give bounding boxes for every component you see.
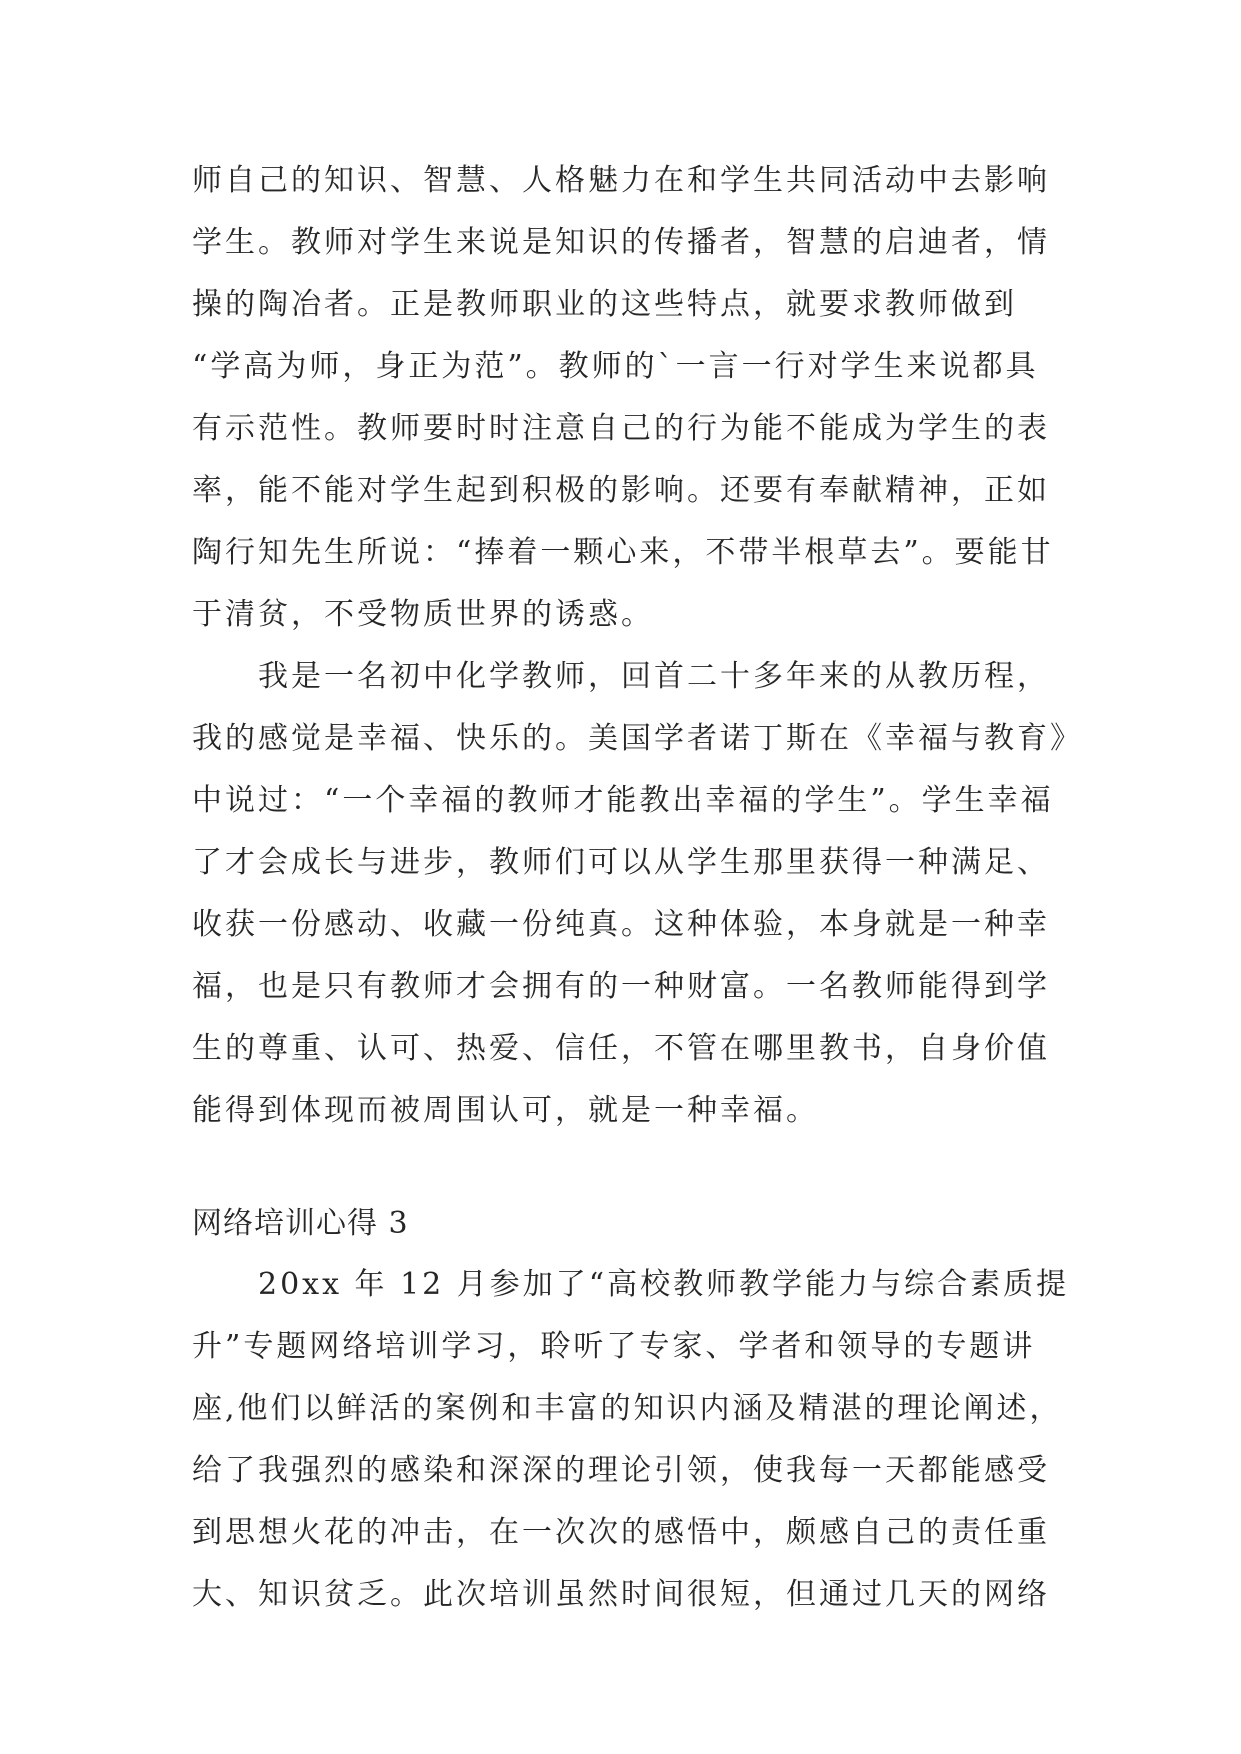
text-line: 收获一份感动、收藏一份纯真。这种体验，本身就是一种幸	[192, 907, 1050, 942]
document-body	[192, 150, 1083, 1626]
text-line: 学生。教师对学生来说是知识的传播者，智慧的启迪者，情	[192, 225, 1050, 260]
text-line: 了才会成长与进步，教师们可以从学生那里获得一种满足、	[192, 845, 1050, 880]
text-line: “学高为师，身正为范”。教师的`一言一行对学生来说都具	[192, 349, 1039, 384]
text-line: 升”专题网络培训学习，聆听了专家、学者和领导的专题讲	[192, 1329, 1036, 1364]
text-line: 生的尊重、认可、热爱、信任，不管在哪里教书，自身价值	[192, 1031, 1050, 1066]
text-line: 师自己的知识、智慧、人格魅力在和学生共同活动中去影响	[192, 163, 1050, 198]
paragraph-gap	[192, 1142, 1067, 1194]
text-line: 中说过：“一个幸福的教师才能教出幸福的学生”。学生幸福	[192, 783, 1054, 818]
text-line: 到思想火花的冲击，在一次次的感悟中，颇感自己的责任重	[192, 1515, 1050, 1550]
text-line: 大、知识贫乏。此次培训虽然时间很短，但通过几天的网络	[192, 1577, 1050, 1612]
text-line: 于清贫，不受物质世界的诱惑。	[192, 597, 654, 632]
text-line: 我的感觉是幸福、快乐的。美国学者诺丁斯在《幸福与教育》	[192, 721, 1083, 756]
text-line: 我是一名初中化学教师，回首二十多年来的从教历程，	[192, 659, 1050, 694]
text-line: 座,他们以鲜活的案例和丰富的知识内涵及精湛的理论阐述，	[192, 1391, 1063, 1426]
text-line: 福，也是只有教师才会拥有的一种财富。一名教师能得到学	[192, 969, 1050, 1004]
text-line: 有示范性。教师要时时注意自己的行为能不能成为学生的表	[192, 411, 1050, 446]
text-line: 能得到体现而被周围认可，就是一种幸福。	[192, 1093, 819, 1128]
text-line: 操的陶冶者。正是教师职业的这些特点，就要求教师做到	[192, 287, 1017, 322]
text-line: 率，能不能对学生起到积极的影响。还要有奉献精神，正如	[192, 473, 1050, 508]
text-line: 20xx 年 12 月参加了“高校教师教学能力与综合素质提	[192, 1267, 1070, 1302]
text-line: 给了我强烈的感染和深深的理论引领，使我每一天都能感受	[192, 1453, 1050, 1488]
section-heading: 网络培训心得 3	[192, 1206, 409, 1241]
text-line: 陶行知先生所说：“捧着一颗心来，不带半根草去”。要能甘	[192, 535, 1054, 570]
